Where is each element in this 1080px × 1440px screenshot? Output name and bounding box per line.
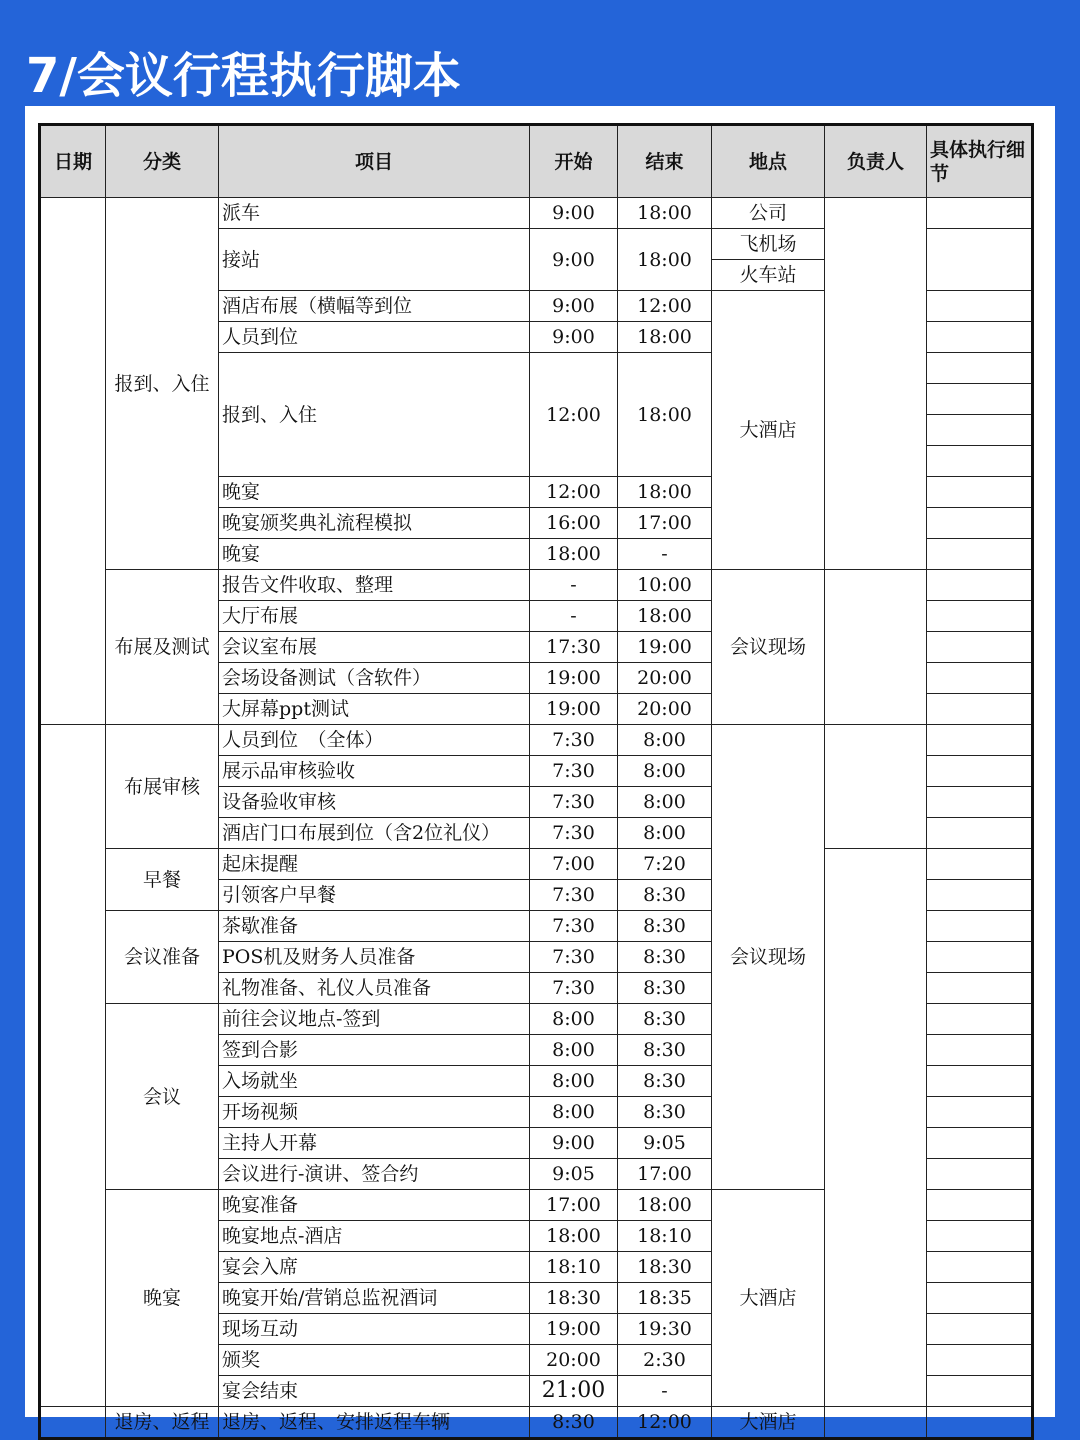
category-banquet: 晚宴: [106, 1190, 219, 1407]
header-start: 开始: [530, 125, 618, 198]
end-cell: 12:00: [618, 1407, 712, 1439]
detail-cell[interactable]: [927, 446, 1033, 477]
start-cell: 18:10: [530, 1252, 618, 1283]
start-cell: 7:30: [530, 725, 618, 756]
item-cell: 会场设备测试（含软件）: [219, 663, 530, 694]
item-cell: 人员到位 （全体）: [219, 725, 530, 756]
item-cell: 报告文件收取、整理: [219, 570, 530, 601]
owner-cell[interactable]: [825, 849, 927, 1407]
detail-cell[interactable]: [927, 1252, 1033, 1283]
end-cell: 19:00: [618, 632, 712, 663]
item-cell: 酒店门口布展到位（含2位礼仪）: [219, 818, 530, 849]
detail-cell[interactable]: [927, 663, 1033, 694]
end-cell: 8:00: [618, 756, 712, 787]
start-cell: 9:00: [530, 229, 618, 291]
detail-cell[interactable]: [927, 787, 1033, 818]
end-cell: 8:30: [618, 1035, 712, 1066]
detail-cell[interactable]: [927, 1314, 1033, 1345]
detail-cell[interactable]: [927, 601, 1033, 632]
detail-cell[interactable]: [927, 1221, 1033, 1252]
table-row: [40, 1407, 1033, 1439]
detail-cell[interactable]: [927, 942, 1033, 973]
location-venue: 会议现场: [712, 570, 825, 725]
start-cell: 8:00: [530, 1097, 618, 1128]
start-cell: 8:30: [530, 1407, 618, 1439]
detail-cell[interactable]: [927, 1159, 1033, 1190]
detail-cell[interactable]: [927, 911, 1033, 942]
end-cell: 8:00: [618, 787, 712, 818]
end-cell: 8:30: [618, 1004, 712, 1035]
item-cell: POS机及财务人员准备: [219, 942, 530, 973]
start-cell: 17:00: [530, 1190, 618, 1221]
start-cell: 8:00: [530, 1004, 618, 1035]
item-cell: 晚宴准备: [219, 1190, 530, 1221]
item-cell: 晚宴地点-酒店: [219, 1221, 530, 1252]
end-cell: 7:20: [618, 849, 712, 880]
detail-cell[interactable]: [927, 1376, 1033, 1407]
item-cell: 会议进行-演讲、签合约: [219, 1159, 530, 1190]
end-cell: 18:00: [618, 198, 712, 229]
item-cell: 开场视频: [219, 1097, 530, 1128]
detail-cell[interactable]: [927, 849, 1033, 880]
start-cell: 7:30: [530, 787, 618, 818]
detail-cell[interactable]: [927, 415, 1033, 446]
detail-cell[interactable]: [927, 291, 1033, 322]
end-cell: 8:00: [618, 818, 712, 849]
start-cell: 12:00: [530, 353, 618, 477]
end-cell: 17:00: [618, 508, 712, 539]
end-cell: 18:00: [618, 353, 712, 477]
detail-cell[interactable]: [927, 1283, 1033, 1314]
item-cell: 引领客户早餐: [219, 880, 530, 911]
item-cell: 茶歇准备: [219, 911, 530, 942]
start-cell: 16:00: [530, 508, 618, 539]
end-cell: 20:00: [618, 663, 712, 694]
start-cell: 20:00: [530, 1345, 618, 1376]
item-cell: 晚宴: [219, 539, 530, 570]
date-cell-day1: [40, 198, 106, 725]
detail-cell[interactable]: [927, 322, 1033, 353]
item-cell: 展示品审核验收: [219, 756, 530, 787]
item-cell: 入场就坐: [219, 1066, 530, 1097]
item-cell: 大屏幕ppt测试: [219, 694, 530, 725]
start-cell: 18:30: [530, 1283, 618, 1314]
header-detail: 具体执行细节: [927, 125, 1033, 198]
start-cell: 9:00: [530, 198, 618, 229]
detail-cell[interactable]: [927, 818, 1033, 849]
detail-cell[interactable]: [927, 229, 1033, 291]
item-cell: 晚宴: [219, 477, 530, 508]
table-row: [40, 198, 1033, 229]
item-cell: 前往会议地点-签到: [219, 1004, 530, 1035]
start-cell: 19:00: [530, 694, 618, 725]
start-cell: 19:00: [530, 663, 618, 694]
start-cell: 9:00: [530, 1128, 618, 1159]
detail-cell[interactable]: [927, 1345, 1033, 1376]
header-item: 项目: [219, 125, 530, 198]
start-cell: 17:30: [530, 632, 618, 663]
detail-cell[interactable]: [927, 539, 1033, 570]
start-cell: 7:30: [530, 911, 618, 942]
table-row: [40, 570, 1033, 601]
detail-cell[interactable]: [927, 353, 1033, 384]
owner-cell[interactable]: [825, 725, 927, 849]
header-end: 结束: [618, 125, 712, 198]
end-cell: 2:30: [618, 1345, 712, 1376]
end-cell: 8:30: [618, 1097, 712, 1128]
end-cell: 18:00: [618, 322, 712, 353]
item-cell: 人员到位: [219, 322, 530, 353]
item-cell: 礼物准备、礼仪人员准备: [219, 973, 530, 1004]
item-cell: 现场互动: [219, 1314, 530, 1345]
start-cell: 9:05: [530, 1159, 618, 1190]
start-cell: 18:00: [530, 539, 618, 570]
end-cell: 12:00: [618, 291, 712, 322]
item-cell: 晚宴开始/营销总监祝酒词: [219, 1283, 530, 1314]
item-cell: 派车: [219, 198, 530, 229]
end-cell: 8:30: [618, 942, 712, 973]
detail-cell[interactable]: [927, 1066, 1033, 1097]
end-cell: -: [618, 539, 712, 570]
end-cell: 19:30: [618, 1314, 712, 1345]
end-cell: 10:00: [618, 570, 712, 601]
end-cell: 18:00: [618, 477, 712, 508]
end-cell: 8:30: [618, 1066, 712, 1097]
location-airport: 飞机场: [712, 229, 825, 260]
item-cell: 退房、返程、安排返程车辆: [219, 1407, 530, 1439]
item-cell: 晚宴颁奖典礼流程模拟: [219, 508, 530, 539]
start-cell: 12:00: [530, 477, 618, 508]
date-cell-day3: [40, 1407, 106, 1439]
table-row: [40, 725, 1033, 756]
start-cell: 7:30: [530, 880, 618, 911]
header-category: 分类: [106, 125, 219, 198]
start-cell: 9:00: [530, 291, 618, 322]
item-cell: 大厅布展: [219, 601, 530, 632]
location-hotel: 大酒店: [712, 291, 825, 570]
detail-cell[interactable]: [927, 508, 1033, 539]
start-cell: 18:00: [530, 1221, 618, 1252]
detail-cell[interactable]: [927, 694, 1033, 725]
detail-cell[interactable]: [927, 973, 1033, 1004]
item-cell: 会议室布展: [219, 632, 530, 663]
location-hotel: 大酒店: [712, 1407, 825, 1439]
detail-cell[interactable]: [927, 880, 1033, 911]
item-cell: 酒店布展（横幅等到位: [219, 291, 530, 322]
item-cell: 设备验收审核: [219, 787, 530, 818]
schedule-table: [38, 123, 1034, 1440]
item-cell: 宴会入席: [219, 1252, 530, 1283]
category-setup-review: 布展审核: [106, 725, 219, 849]
detail-cell[interactable]: [927, 725, 1033, 756]
detail-cell[interactable]: [927, 756, 1033, 787]
detail-cell[interactable]: [927, 1128, 1033, 1159]
end-cell: 18:35: [618, 1283, 712, 1314]
owner-cell[interactable]: [825, 570, 927, 725]
detail-cell[interactable]: [927, 1004, 1033, 1035]
location-venue: 会议现场: [712, 725, 825, 1190]
location-hotel: 大酒店: [712, 1190, 825, 1407]
page-title: 7/会议行程执行脚本: [26, 48, 461, 104]
end-cell: -: [618, 1376, 712, 1407]
item-cell: 起床提醒: [219, 849, 530, 880]
item-cell: 接站: [219, 229, 530, 291]
end-cell: 18:30: [618, 1252, 712, 1283]
detail-cell[interactable]: [927, 570, 1033, 601]
detail-cell[interactable]: [927, 1190, 1033, 1221]
start-cell: 7:30: [530, 756, 618, 787]
start-cell: 8:00: [530, 1066, 618, 1097]
date-cell-day2: [40, 725, 106, 1407]
start-cell: 19:00: [530, 1314, 618, 1345]
end-cell: 8:30: [618, 880, 712, 911]
header-row: [40, 125, 1033, 198]
location-train-station: 火车站: [712, 260, 825, 291]
table-row: [40, 849, 1033, 880]
detail-cell[interactable]: [927, 384, 1033, 415]
category-meeting-prep: 会议准备: [106, 911, 219, 1004]
category-checkout: 退房、返程: [106, 1407, 219, 1439]
end-cell: 18:00: [618, 601, 712, 632]
item-cell: 颁奖: [219, 1345, 530, 1376]
end-cell: 18:00: [618, 229, 712, 291]
start-cell: 7:30: [530, 973, 618, 1004]
item-cell: 报到、入住: [219, 353, 530, 477]
start-cell: 21:00: [530, 1376, 618, 1407]
category-setup-test: 布展及测试: [106, 570, 219, 725]
end-cell: 17:00: [618, 1159, 712, 1190]
start-cell: 9:00: [530, 322, 618, 353]
location-company: 公司: [712, 198, 825, 229]
detail-cell[interactable]: [927, 632, 1033, 663]
start-cell: -: [530, 570, 618, 601]
header-location: 地点: [712, 125, 825, 198]
start-cell: 7:30: [530, 942, 618, 973]
header-date: 日期: [40, 125, 106, 198]
end-cell: 8:30: [618, 973, 712, 1004]
item-cell: 签到合影: [219, 1035, 530, 1066]
detail-cell[interactable]: [927, 1097, 1033, 1128]
end-cell: 8:30: [618, 911, 712, 942]
category-meeting: 会议: [106, 1004, 219, 1190]
detail-cell[interactable]: [927, 198, 1033, 229]
schedule-card: [25, 106, 1055, 1433]
start-cell: 7:30: [530, 818, 618, 849]
start-cell: -: [530, 601, 618, 632]
owner-cell[interactable]: [825, 1407, 927, 1439]
category-checkin: 报到、入住: [106, 198, 219, 570]
detail-cell[interactable]: [927, 1407, 1033, 1439]
start-cell: 8:00: [530, 1035, 618, 1066]
owner-cell[interactable]: [825, 198, 927, 570]
end-cell: 9:05: [618, 1128, 712, 1159]
item-cell: 主持人开幕: [219, 1128, 530, 1159]
end-cell: 18:10: [618, 1221, 712, 1252]
header-owner: 负责人: [825, 125, 927, 198]
end-cell: 8:00: [618, 725, 712, 756]
end-cell: 20:00: [618, 694, 712, 725]
item-cell: 宴会结束: [219, 1376, 530, 1407]
start-cell: 7:00: [530, 849, 618, 880]
end-cell: 18:00: [618, 1190, 712, 1221]
detail-cell[interactable]: [927, 477, 1033, 508]
category-breakfast: 早餐: [106, 849, 219, 911]
detail-cell[interactable]: [927, 1035, 1033, 1066]
